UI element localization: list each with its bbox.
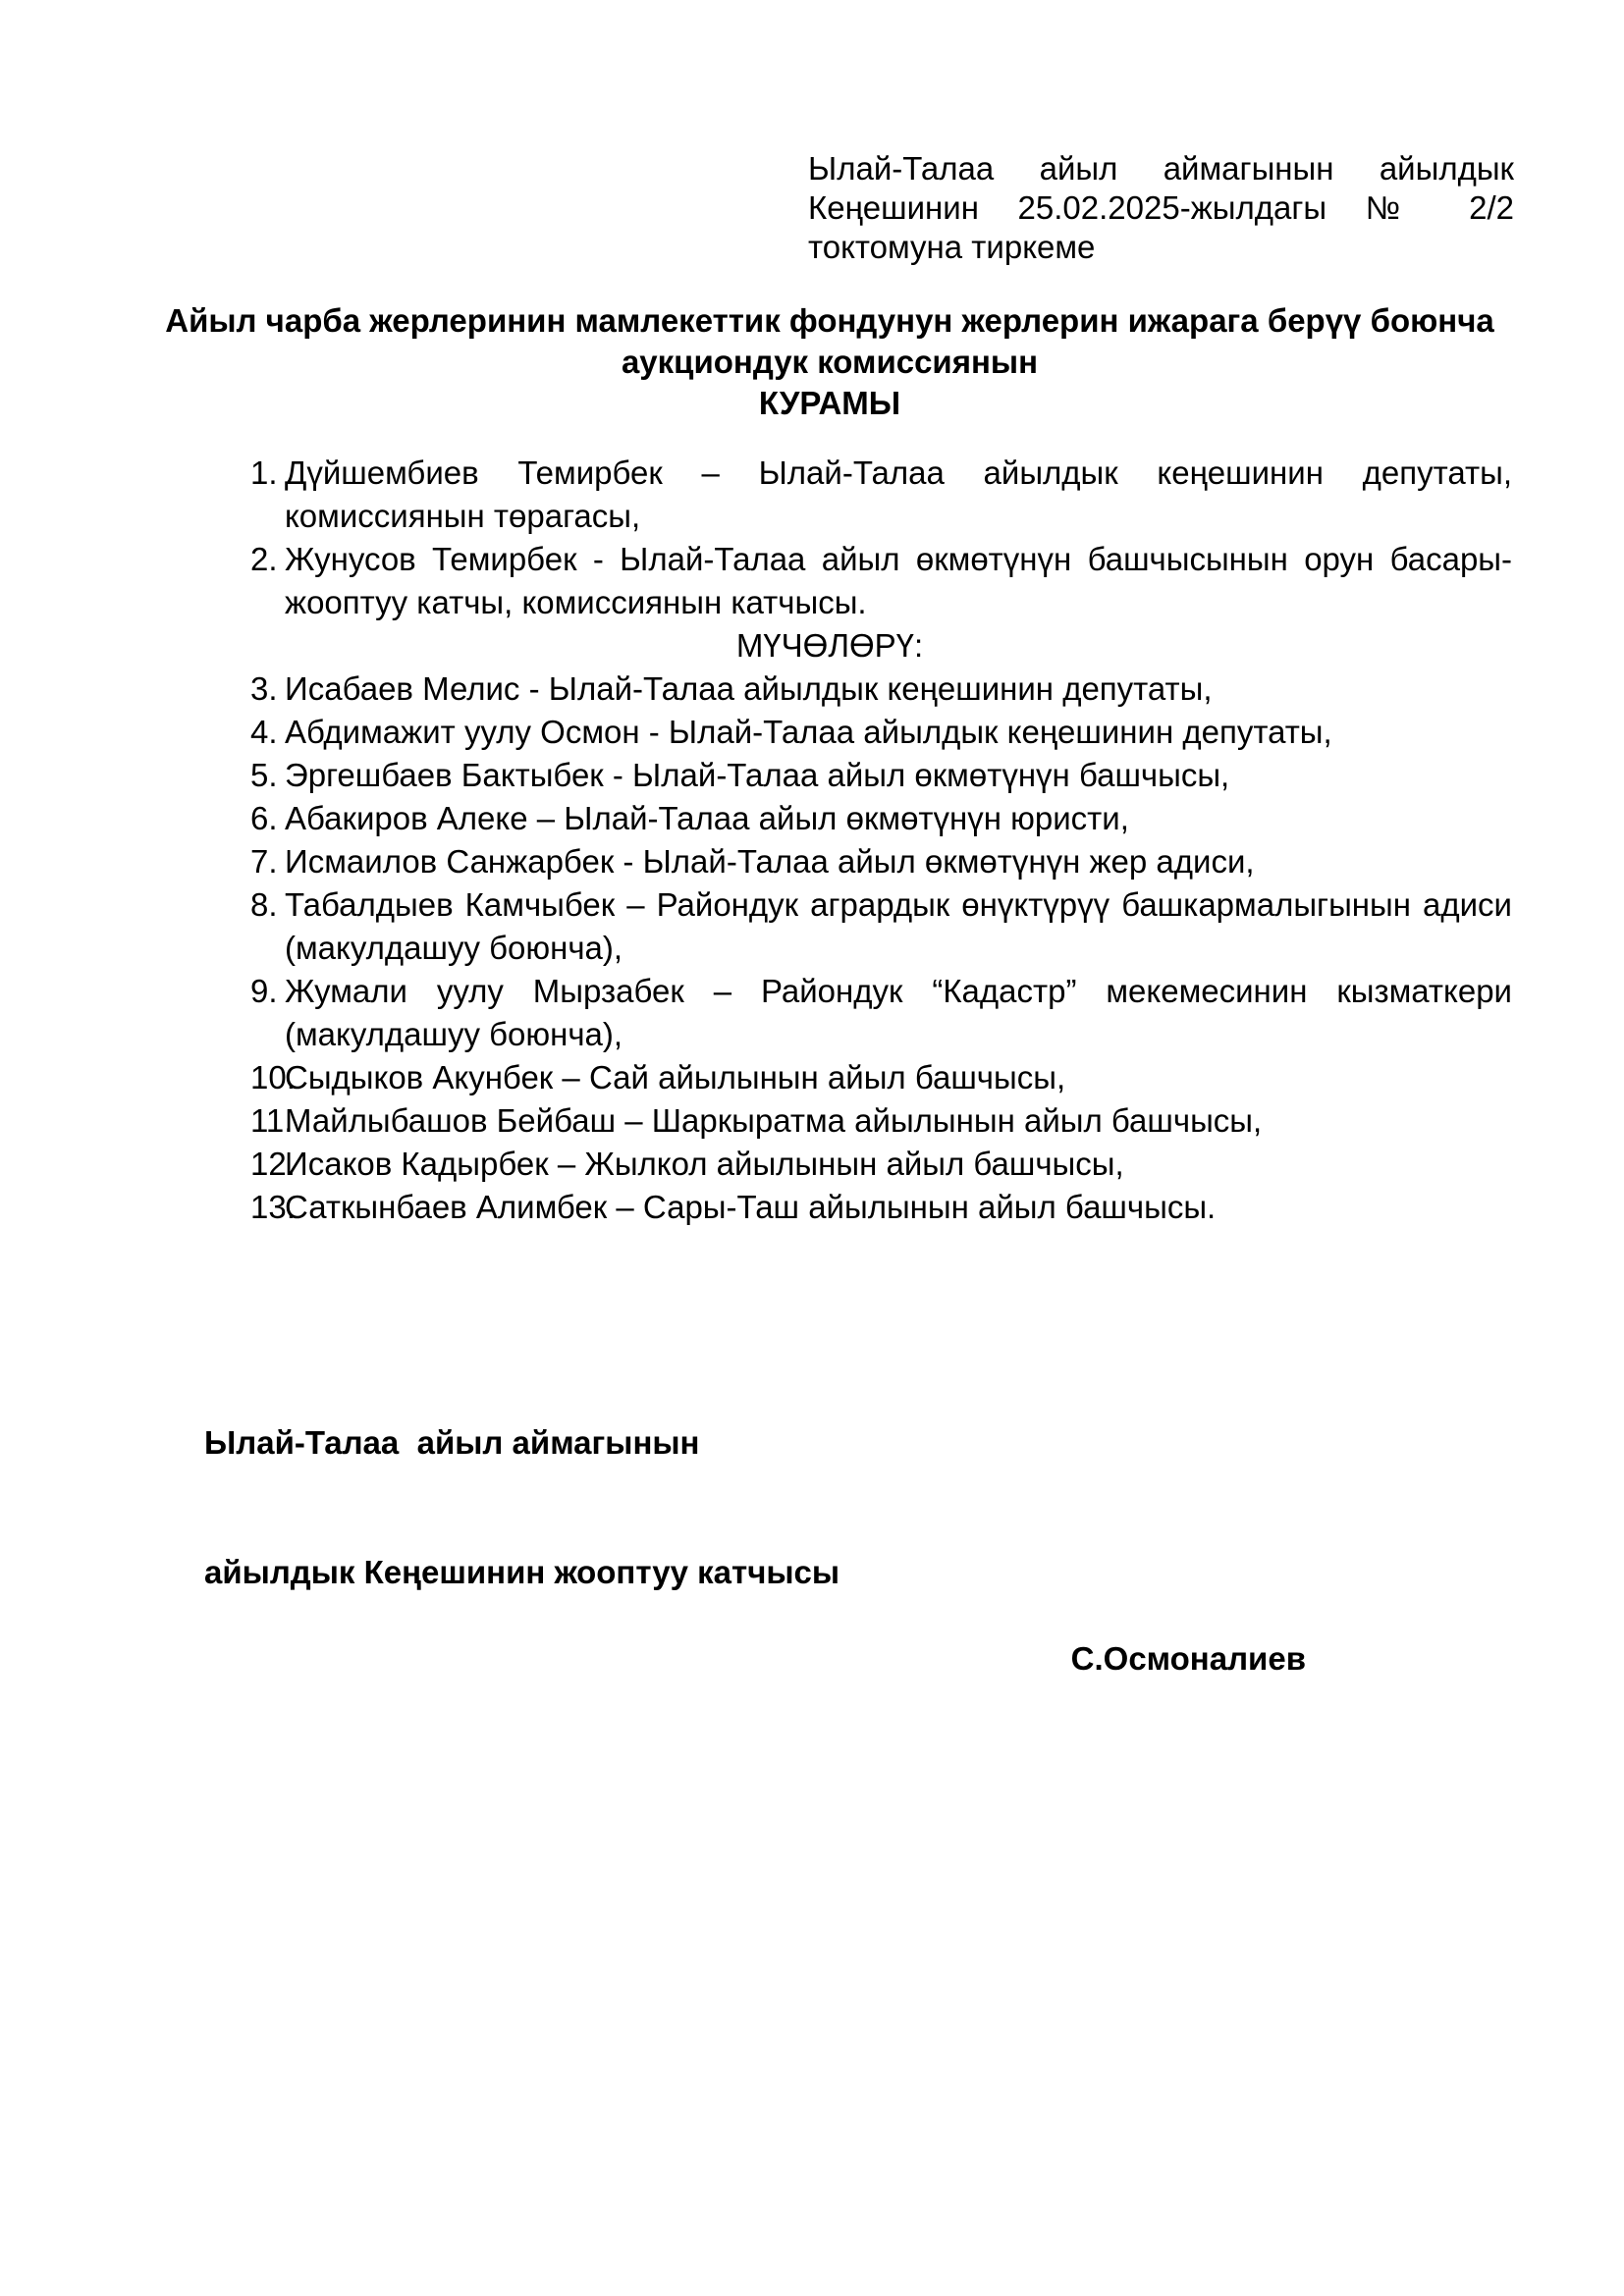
list-item-text: Исабаев Мелис - Ылай-Талаа айылдык кеңешинин депутаты, (285, 670, 1213, 707)
list-item-number: 1. (250, 454, 278, 491)
list-item-5 (250, 754, 1512, 797)
list-item-text: Сыдыков Акунбек – Сай айылынын айыл башчысы, (285, 1059, 1066, 1095)
members-heading: МҮЧӨЛӨРҮ: (735, 627, 924, 664)
list-item-text: Абакиров Алеке – Ылай-Талаа айыл өкмөтүнүн юристи, (285, 800, 1129, 836)
list-item-4 (250, 711, 1512, 754)
list-item-text: Табалдыев Камчыбек – Райондук агрардык өнүктүрүү башкармалыгынын адиси (макулдашуу боюнча), (285, 886, 1512, 966)
list-item-2 (250, 538, 1512, 624)
list-item-3 (250, 667, 1512, 711)
list-item-6 (250, 797, 1512, 840)
list-item-12 (250, 1143, 1512, 1186)
list-item-1 (250, 452, 1512, 538)
list-item-number: 8. (250, 886, 278, 923)
list-item-number: 10. (250, 1059, 296, 1095)
list-item-text: Саткынбаев Алимбек – Сары-Таш айылынын айыл башчысы. (285, 1189, 1217, 1225)
list-item-number: 7. (250, 843, 278, 880)
list-item-number: 12. (250, 1146, 296, 1182)
signature-role-line-1: Ылай-Талаа айыл аймагынын (204, 1424, 700, 1461)
list-item-number: 6. (250, 800, 278, 836)
signature-role-line-2: айылдык Кеңешинин жооптуу катчысы (204, 1554, 840, 1590)
list-item-number: 2. (250, 541, 278, 577)
list-item-text: Исмаилов Санжарбек - Ылай-Талаа айыл өкмөтүнүн жер адиси, (285, 843, 1255, 880)
list-item-8 (250, 883, 1512, 970)
signature-role (204, 1335, 839, 1681)
header-line-2: Кеңешинин 25.02.2025-жылдагы № 2/2 (808, 189, 1514, 226)
list-item-number: 13. (250, 1189, 296, 1225)
document-title-sub: КУРАМЫ (758, 385, 901, 421)
list-item-text: Исаков Кадырбек – Жылкол айылынын айыл башчысы, (285, 1146, 1124, 1182)
list-item-9 (250, 970, 1512, 1056)
list-item-7 (250, 840, 1512, 883)
list-item-number: 4. (250, 714, 278, 750)
document-title-block (147, 300, 1512, 424)
list-item-number: 3. (250, 670, 278, 707)
list-item-text: Майлыбашов Бейбаш – Шаркыратма айылынын айыл башчысы, (285, 1102, 1263, 1139)
list-item-10 (250, 1056, 1512, 1099)
list-item-text: Дүйшембиев Темирбек – Ылай-Талаа айылдык кеңешинин депутаты, комиссиянын төрагасы, (285, 454, 1512, 534)
list-item-text: Эргешбаев Бактыбек - Ылай-Талаа айыл өкмөтүнүн башчысы, (285, 757, 1230, 793)
list-item-text: Жумали уулу Мырзабек – Райондук “Кадастр” мекемесинин кызматкери (макулдашуу боюнча), (285, 973, 1512, 1052)
document-title: Айыл чарба жерлеринин мамлекеттик фондунун жерлерин ижарага берүү боюнча аукциондук комиссиянын (165, 302, 1494, 380)
commission-list (250, 452, 1512, 1229)
list-item-11 (250, 1099, 1512, 1143)
list-item-number: 9. (250, 973, 278, 1009)
list-item-text: Жунусов Темирбек - Ылай-Талаа айыл өкмөтүнүн башчысынын орун басары-жооптуу катчы, комиссиянын катчысы. (285, 541, 1512, 620)
list-item-13 (250, 1186, 1512, 1229)
list-item-number: 11. (250, 1102, 294, 1139)
header-line-3: токтомуна тиркеме (808, 229, 1096, 265)
header-line-1: Ылай-Талаа айыл аймагынын айылдык (808, 150, 1514, 187)
signature-name: С.Осмоналиев (1070, 1640, 1306, 1677)
list-item-number: 5. (250, 757, 278, 793)
signature-block (204, 1335, 1306, 1681)
header-reference-block (808, 149, 1514, 267)
list-item-text: Абдимажит уулу Осмон - Ылай-Талаа айылдык кеңешинин депутаты, (285, 714, 1332, 750)
